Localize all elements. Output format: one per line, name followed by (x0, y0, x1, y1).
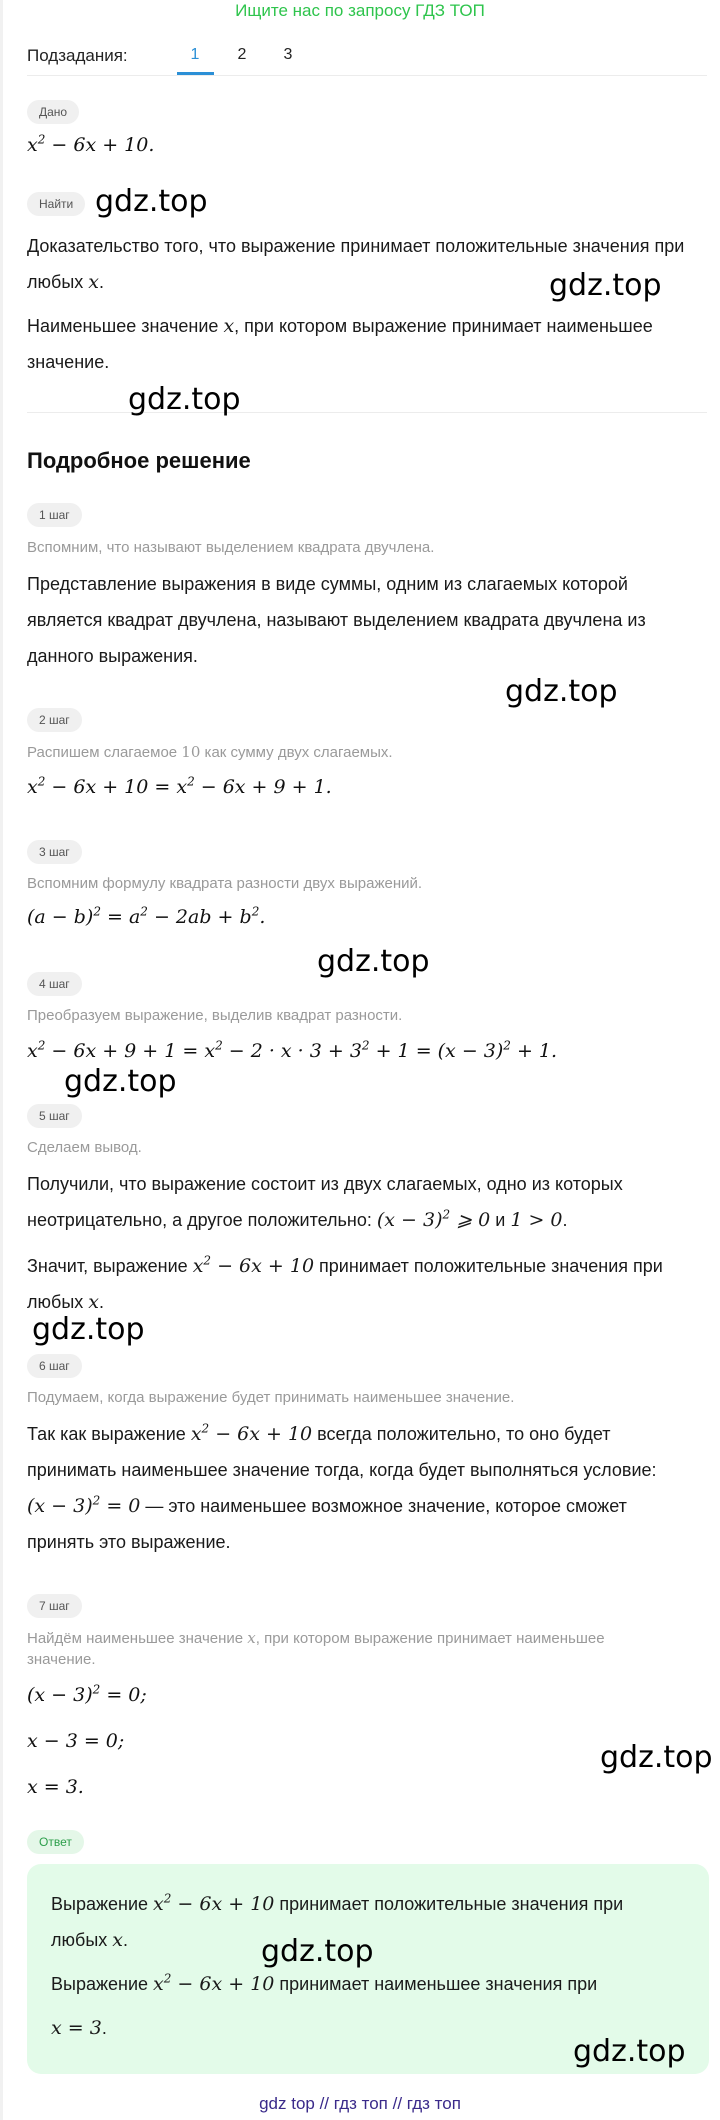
step-7-math-1: $(x - 3)^2 = 0$; (27, 1682, 147, 1706)
step-3-hint: Вспомним формулу квадрата разности двух выражений. (27, 875, 423, 892)
watermark: gdz.top (317, 944, 430, 979)
promo-banner[interactable]: Ищите нас по запросу ГДЗ ТОП (235, 1, 485, 20)
answer-line-3: Выражение $x^2 - 6x + 10$ принимает наименьшее значения при (51, 1971, 598, 1995)
subtask-tab-3[interactable]: 3 (283, 46, 293, 63)
step-5-line-3: Значит, выражение $x^2 - 6x + 10$ принимает положительные значения при (27, 1253, 663, 1277)
step-2-hint: Распишем слагаемое 10 как сумму двух слагаемых. (27, 743, 393, 761)
step-7-hint-2: значение. (27, 1651, 96, 1668)
step-6-hint: Подумаем, когда выражение будет принимать наименьшее значение. (27, 1389, 515, 1406)
answer-line-4: x = 3. (51, 2017, 107, 2039)
footer-links[interactable]: gdz top // гдз топ // гдз топ (259, 2094, 461, 2113)
watermark: gdz.top (505, 674, 618, 709)
watermark: gdz.top (549, 268, 662, 303)
step-6-pill: 6 шаг (27, 1354, 82, 1378)
watermark: gdz.top (32, 1312, 145, 1347)
step-5-line-4: любых x. (27, 1291, 104, 1313)
step-7-hint-1: Найдём наименьшее значение x, при котором выражение принимает наименьшее (27, 1629, 605, 1647)
active-tab-indicator (177, 72, 214, 75)
watermark: gdz.top (64, 1064, 177, 1099)
step-7-math-3: x = 3. (27, 1776, 84, 1798)
subtask-tab-2[interactable]: 2 (237, 46, 247, 63)
answer-line-2: любых x. (51, 1929, 128, 1951)
find-line-2: любых x. (27, 271, 104, 293)
step-7-math-2: x − 3 = 0; (27, 1730, 125, 1752)
step-4-pill: 4 шаг (27, 972, 82, 996)
step-2-math: $x^2 - 6x + 10 = x^2 - 6x + 9 + 1$. (27, 774, 332, 798)
step-6-line-1: Так как выражение $x^2 - 6x + 10$ всегда положительно, то оно будет (27, 1421, 611, 1445)
subtask-tab-1[interactable]: 1 (190, 46, 200, 63)
step-1-pill: 1 шаг (27, 503, 82, 527)
step-2-pill: 2 шаг (27, 708, 82, 732)
watermark: gdz.top (128, 382, 241, 417)
find-pill: Найти (27, 192, 85, 216)
step-1-line-3: данного выражения. (27, 646, 198, 666)
given-expression: $x^2 - 6x + 10$. (27, 132, 155, 156)
step-1-line-2: является квадрат двучлена, называют выделением квадрата двучлена из (27, 610, 646, 630)
step-1-hint: Вспомним, что называют выделением квадрата двучлена. (27, 539, 435, 556)
subtasks-label: Подзадания: (27, 46, 128, 65)
find-line-3: Наименьшее значение x, при котором выражение принимает наименьшее (27, 315, 653, 337)
step-5-line-1: Получили, что выражение состоит из двух слагаемых, одно из которых (27, 1174, 623, 1194)
answer-pill: Ответ (27, 1830, 84, 1854)
step-6-line-4: принять это выражение. (27, 1532, 231, 1552)
step-5-pill: 5 шаг (27, 1104, 82, 1128)
find-line-1: Доказательство того, что выражение принимает положительные значения при (27, 236, 685, 256)
step-6-line-2: принимать наименьшее значение тогда, когда будет выполняться условие: (27, 1460, 657, 1480)
step-3-pill: 3 шаг (27, 840, 82, 864)
watermark: gdz.top (600, 1740, 713, 1775)
find-line-4: значение. (27, 352, 110, 372)
watermark: gdz.top (573, 2034, 686, 2069)
subtasks-bar (27, 40, 707, 76)
watermark: gdz.top (261, 1934, 374, 1969)
given-pill: Дано (27, 100, 79, 124)
step-5-line-2: неотрицательно, а другое положительно: $(x - 3)^2$ ⩾ 0 и 1 > 0. (27, 1207, 568, 1231)
watermark: gdz.top (95, 184, 208, 219)
step-4-math: $x^2 - 6x + 9 + 1 = x^2 - 2 \cdot x \cdot 3 + 3^2 + 1 = (x - 3)^2 + 1$. (27, 1038, 558, 1062)
step-7-pill: 7 шаг (27, 1594, 82, 1618)
step-3-math: $(a - b)^2 = a^2 - 2ab + b^2$. (27, 904, 266, 928)
step-1-line-1: Представление выражения в виде суммы, одним из слагаемых которой (27, 574, 628, 594)
step-5-hint: Сделаем вывод. (27, 1139, 142, 1156)
step-6-line-3: $(x - 3)^2 = 0$ — это наименьшее возможное значение, которое сможет (27, 1493, 627, 1517)
answer-line-1: Выражение $x^2 - 6x + 10$ принимает положительные значения при (51, 1891, 624, 1915)
left-rule (0, 0, 3, 2120)
solution-title: Подробное решение (27, 448, 251, 473)
step-4-hint: Преобразуем выражение, выделив квадрат разности. (27, 1007, 403, 1024)
